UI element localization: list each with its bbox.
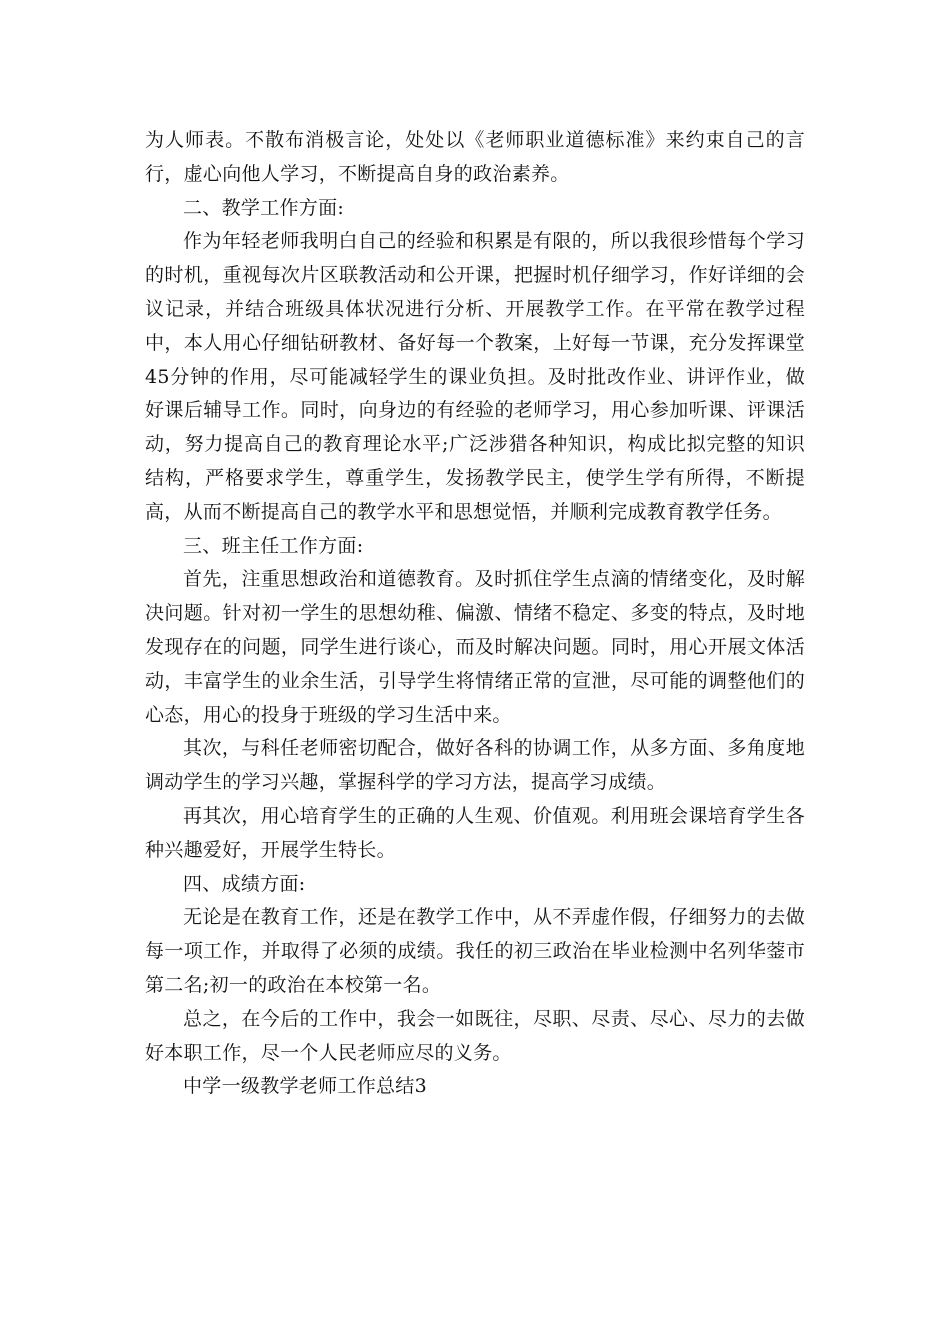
section-heading-teaching: 二、教学工作方面:	[183, 196, 345, 219]
section-heading-class-teacher: 三、班主任工作方面:	[183, 534, 364, 557]
paragraph: 总之，在今后的工作中，我会一如既往，尽职、尽责、尽心、尽力的去做好本职工作，尽一个人民老师应尽的义务。	[145, 1007, 805, 1064]
paragraph: 首先，注重思想政治和道德教育。及时抓住学生点滴的情绪变化，及时解决问题。针对初一学生的思想幼稚、偏激、情绪不稳定、多变的特点，及时地发现存在的问题，同学生进行谈心，而及时解决问题。同时，用心开展文体活动，丰富学生的业余生活，引导学生将情绪正常的宣泄，尽可能的调整他们的心态，用心的投身于班级的学习生活中来。	[145, 568, 805, 726]
paragraph: 再其次，用心培育学生的正确的人生观、价值观。利用班会课培育学生各种兴趣爱好，开展学生特长。	[145, 804, 805, 861]
document-body	[145, 124, 805, 1104]
section-heading-achievements: 四、成绩方面:	[183, 872, 306, 895]
paragraph: 其次，与科任老师密切配合，做好各科的协调工作，从多方面、多角度地调动学生的学习兴趣，掌握科学的学习方法，提高学习成绩。	[145, 737, 805, 794]
paragraph: 作为年轻老师我明白自己的经验和积累是有限的，所以我很珍惜每个学习的时机，重视每次片区联教活动和公开课，把握时机仔细学习，作好详细的会议记录，并结合班级具体状况进行分析、开展教学工作。在平常在教学过程中，本人用心仔细钻研教材、备好每一个教案，上好每一节课，充分发挥课堂45分钟的作用，尽可能减轻学生的课业负担。及时批改作业、讲评作业，做好课后辅导工作。同时，向身边的有经验的老师学习，用心参加听课、评课活动，努力提高自己的教育理论水平;广泛涉猎各种知识，构成比拟完整的知识结构，严格要求学生，尊重学生，发扬教学民主，使学生学有所得，不断提高，从而不断提高自己的教学水平和思想觉悟，并顺利完成教育教学任务。	[145, 230, 805, 523]
paragraph: 为人师表。不散布消极言论，处处以《老师职业道德标准》来约束自己的言行，虚心向他人学习，不断提高自身的政治素养。	[145, 129, 805, 185]
paragraph: 无论是在教育工作，还是在教学工作中，从不弄虚作假，仔细努力的去做每一项工作，并取得了必须的成绩。我任的初三政治在毕业检测中名列华蓥市第二名;初一的政治在本校第一名。	[145, 906, 805, 996]
next-section-title: 中学一级教学老师工作总结3	[183, 1075, 427, 1098]
